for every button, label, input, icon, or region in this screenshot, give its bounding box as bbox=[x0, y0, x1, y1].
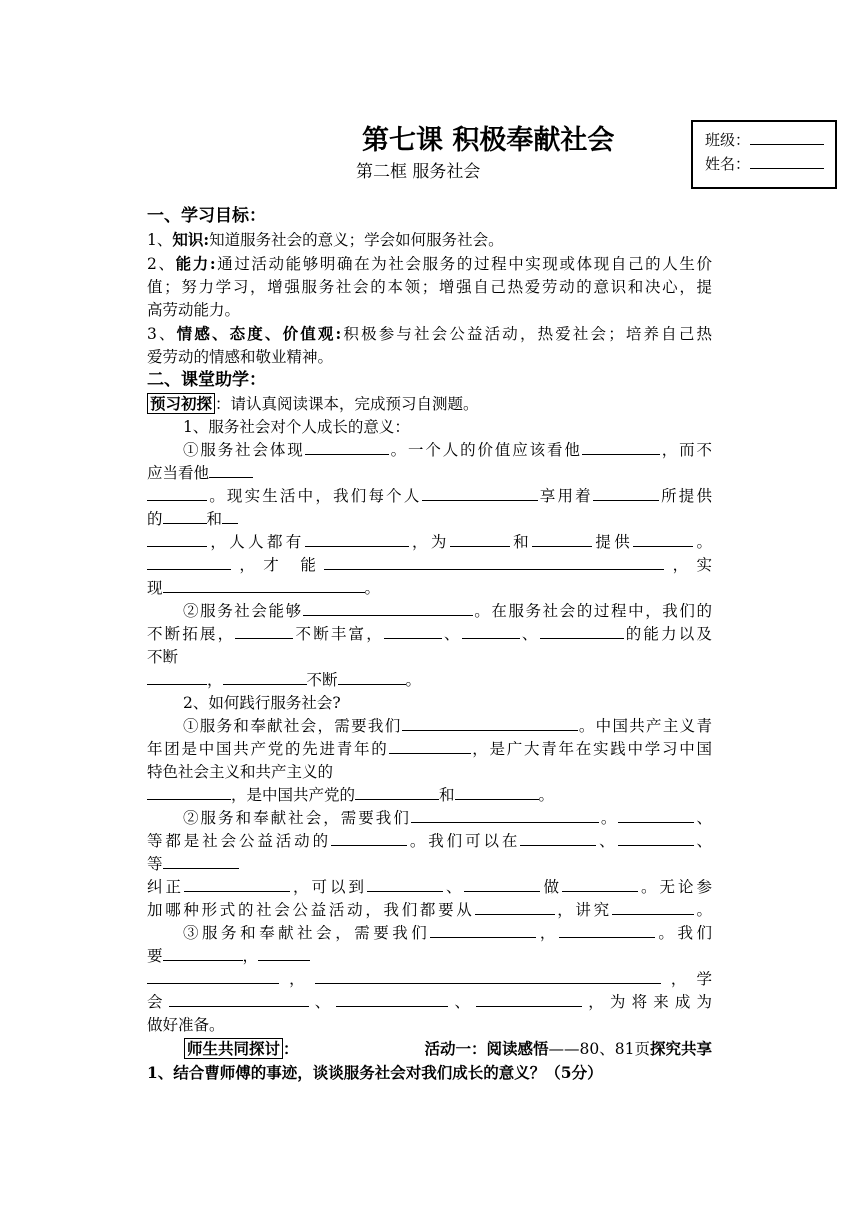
blank[interactable] bbox=[618, 807, 694, 823]
worksheet-body bbox=[147, 205, 712, 1084]
lesson-title: 第七课 积极奉献社会 bbox=[362, 125, 615, 156]
q1a-line3: 。现实生活中，我们每个人 享用着 所提供 bbox=[147, 485, 712, 508]
blank[interactable] bbox=[582, 439, 660, 455]
question-2-heading: 2、如何践行服务社会? bbox=[183, 694, 341, 712]
blank[interactable] bbox=[209, 462, 253, 478]
blank[interactable] bbox=[147, 669, 207, 685]
blank[interactable] bbox=[163, 853, 239, 869]
blank[interactable] bbox=[163, 945, 243, 961]
q1b-line4: ， 不断 。 bbox=[147, 669, 712, 692]
blank[interactable] bbox=[450, 531, 510, 547]
q2b-line3: 等 bbox=[147, 853, 712, 876]
blank[interactable] bbox=[331, 830, 407, 846]
q2c-line2: 要 ， bbox=[147, 945, 712, 968]
discussion-heading: 师生共同探讨 ： bbox=[184, 1037, 299, 1061]
blank[interactable] bbox=[336, 991, 448, 1007]
class-row bbox=[705, 129, 835, 153]
blank[interactable] bbox=[455, 784, 539, 800]
blank[interactable] bbox=[384, 623, 442, 639]
question-1-heading: 1、服务社会对个人成长的意义： bbox=[183, 418, 410, 436]
goal-ability-line1: 2、能力:通过活动能够明确在为社会服务的过程中实现或体现自己的人生价 bbox=[147, 254, 712, 273]
blank[interactable] bbox=[476, 991, 582, 1007]
goal-ability-line2: 值；努力学习，增强服务社会的本领；增强自己热爱劳动的意识和决心，提 bbox=[147, 278, 712, 296]
q2b-line2: 等都是社会公益活动的 。我们可以在 、 、 bbox=[147, 832, 712, 850]
blank[interactable] bbox=[540, 623, 624, 639]
blank[interactable] bbox=[147, 531, 207, 547]
blank[interactable] bbox=[422, 485, 538, 501]
blank[interactable] bbox=[258, 945, 310, 961]
q2c-line5: 做好准备。 bbox=[147, 1016, 225, 1034]
q2c-line1: ③服务和奉献社会，需要我们 ， 。我们 bbox=[183, 924, 712, 942]
blank[interactable] bbox=[184, 876, 290, 892]
q2a-line1: ①服务和奉献社会，需要我们 。中国共产主义青 bbox=[183, 717, 712, 735]
blank[interactable] bbox=[411, 807, 599, 823]
q1a-line5: ，人人都有 ，为 和 提供 。 bbox=[147, 531, 712, 554]
blank[interactable] bbox=[147, 784, 231, 800]
class-field[interactable] bbox=[750, 129, 824, 145]
blank[interactable] bbox=[464, 876, 540, 892]
blank[interactable] bbox=[618, 830, 694, 846]
blank[interactable] bbox=[355, 784, 439, 800]
lesson-subtitle: 第二框 服务社会 bbox=[356, 162, 481, 182]
discussion-label: 师生共同探讨 bbox=[184, 1038, 283, 1059]
goal-attitude-line2: 爱劳动的情感和敬业精神。 bbox=[147, 348, 334, 366]
goal-knowledge: 1、知识:知道服务社会的意义；学会如何服务社会。 bbox=[147, 230, 504, 249]
blank[interactable] bbox=[559, 922, 655, 938]
blank[interactable] bbox=[147, 554, 231, 570]
q1a-line2: 应当看他 bbox=[147, 462, 712, 485]
blank[interactable] bbox=[235, 623, 293, 639]
activity-title: 活动一：阅读感悟——80、81页探究共享 bbox=[424, 1039, 712, 1058]
blank[interactable] bbox=[430, 922, 536, 938]
goal-attitude-line1: 3、情感、态度、价值观:积极参与社会公益活动，热爱社会；培养自己热 bbox=[147, 324, 712, 343]
q1a-line1: ①服务社会体现 。一个人的价值应该看他 ，而不 bbox=[183, 441, 712, 459]
student-info-box bbox=[691, 120, 837, 189]
q2b-line4: 纠正 ，可以到 、 做 。无论参 bbox=[147, 878, 712, 896]
blank[interactable] bbox=[163, 508, 207, 524]
blank[interactable] bbox=[324, 554, 664, 570]
name-field[interactable] bbox=[750, 153, 824, 169]
blank[interactable] bbox=[402, 715, 578, 731]
blank[interactable] bbox=[222, 508, 238, 524]
blank[interactable] bbox=[562, 876, 638, 892]
blank[interactable] bbox=[462, 623, 520, 639]
blank[interactable] bbox=[633, 531, 693, 547]
blank[interactable] bbox=[612, 899, 694, 915]
q2b-line5: 加哪种形式的社会公益活动，我们都要从 ，讲究 。 bbox=[147, 901, 712, 919]
q2a-line3: 特色社会主义和共产主义的 bbox=[147, 763, 334, 781]
q1b-line1: ②服务社会能够 。在服务社会的过程中，我们的 bbox=[183, 602, 712, 620]
q2c-line3: ， ，学 bbox=[147, 968, 712, 991]
name-label: 姓名： bbox=[705, 155, 751, 173]
class-label: 班级： bbox=[705, 131, 751, 149]
q1a-line4: 的 和 bbox=[147, 508, 712, 531]
section-heading-class: 二、课堂助学： bbox=[147, 370, 266, 390]
preview-instruction: 预习初探 ：请认真阅读课本，完成预习自测题。 bbox=[147, 392, 712, 416]
blank[interactable] bbox=[338, 669, 406, 685]
section-heading-goals: 一、学习目标： bbox=[147, 206, 266, 226]
blank[interactable] bbox=[593, 485, 659, 501]
q2a-line2: 年团是中国共产党的先进青年的 ，是广大青年在实践中学习中国 bbox=[147, 740, 712, 758]
blank[interactable] bbox=[147, 485, 207, 501]
activity-row bbox=[147, 1037, 712, 1061]
blank[interactable] bbox=[303, 600, 473, 616]
q2a-line4: ，是中国共产党的 和 。 bbox=[147, 784, 712, 807]
blank[interactable] bbox=[367, 876, 443, 892]
blank[interactable] bbox=[147, 968, 279, 984]
goal-ability-line3: 高劳动能力。 bbox=[147, 301, 241, 319]
name-row bbox=[705, 153, 835, 177]
q1a-line6: ，才 能 ，实 bbox=[147, 554, 712, 577]
blank[interactable] bbox=[305, 439, 389, 455]
discussion-question-1: 1、结合曹师傅的事迹，谈谈服务社会对我们成长的意义？（5分） bbox=[147, 1063, 603, 1082]
blank[interactable] bbox=[163, 577, 365, 593]
blank[interactable] bbox=[315, 968, 661, 984]
q2b-line1: ②服务和奉献社会，需要我们 。 、 bbox=[183, 809, 712, 827]
blank[interactable] bbox=[223, 669, 307, 685]
blank[interactable] bbox=[305, 531, 409, 547]
preview-label: 预习初探 bbox=[147, 393, 215, 414]
blank[interactable] bbox=[520, 830, 596, 846]
q2c-line4: 会 、 、 ，为将来成为 bbox=[147, 993, 712, 1011]
blank[interactable] bbox=[532, 531, 592, 547]
q1b-line2: 不断拓展， 不断丰富， 、 、 的能力以及 bbox=[147, 625, 712, 643]
blank[interactable] bbox=[389, 738, 471, 754]
q1b-line3: 不断 bbox=[147, 648, 179, 666]
blank[interactable] bbox=[475, 899, 555, 915]
blank[interactable] bbox=[169, 991, 309, 1007]
q1a-line7: 现 。 bbox=[147, 579, 381, 597]
